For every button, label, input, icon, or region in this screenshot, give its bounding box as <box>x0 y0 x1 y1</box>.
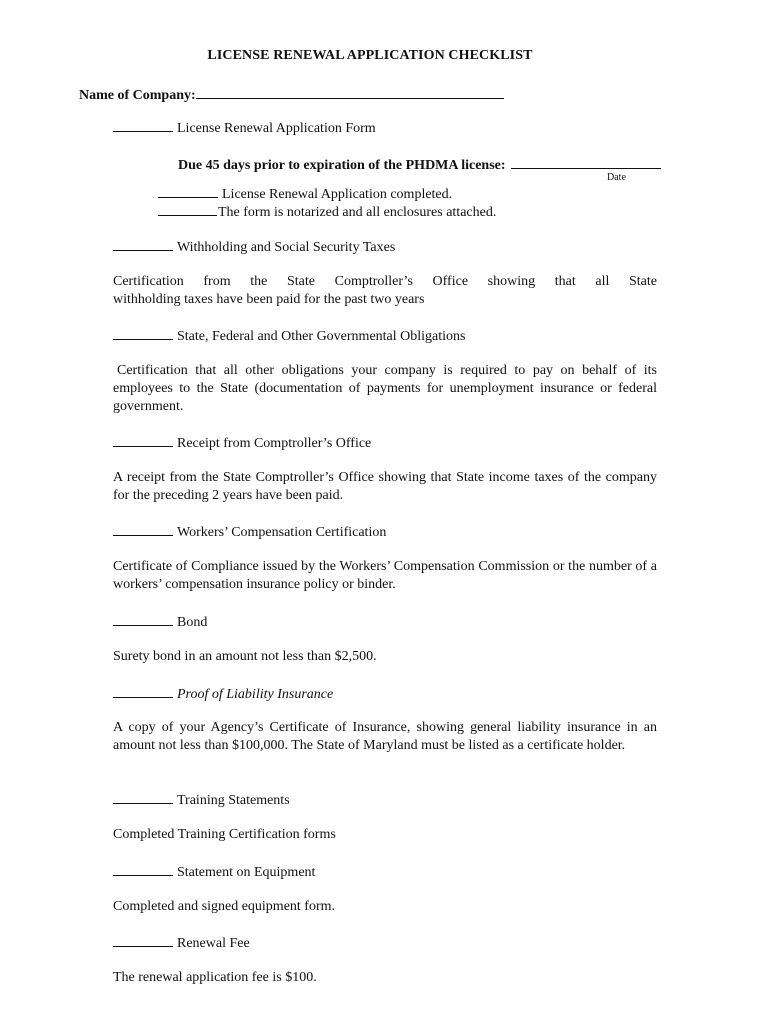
check-blank[interactable] <box>113 790 173 804</box>
check-blank[interactable] <box>158 202 217 216</box>
withholding-description-line1: Certification from the State Comptroller’s Office showing that all State <box>113 274 657 289</box>
bond-description: Surety bond in an amount not less than $2,500. <box>113 649 377 664</box>
check-blank[interactable] <box>113 862 173 876</box>
checklist-item-fee: Renewal Fee <box>113 933 250 953</box>
page-title: LICENSE RENEWAL APPLICATION CHECKLIST <box>207 48 533 63</box>
check-blank[interactable] <box>113 612 173 626</box>
company-name-blank[interactable] <box>196 84 504 99</box>
checklist-item-equipment: Statement on Equipment <box>113 862 315 882</box>
checklist-item-withholding: Withholding and Social Security Taxes <box>113 237 395 257</box>
checklist-item-workers-comp: Workers’ Compensation Certification <box>113 522 386 542</box>
company-label: Name of Company: <box>79 88 196 103</box>
receipt-description: A receipt from the State Comptroller’s Office showing that State income taxes of the company for the preceding 2 years have been paid. <box>113 470 657 503</box>
date-caption: Date <box>607 172 626 183</box>
equipment-description: Completed and signed equipment form. <box>113 899 336 914</box>
checklist-subitem-notarized: The form is notarized and all enclosures attached. <box>158 202 496 222</box>
check-blank[interactable] <box>113 326 173 340</box>
check-blank[interactable] <box>158 184 218 198</box>
checklist-item-liability: Proof of Liability Insurance <box>113 684 333 704</box>
expiration-date-blank[interactable] <box>511 155 661 169</box>
check-blank[interactable] <box>113 684 173 698</box>
checklist-item-bond: Bond <box>113 612 207 632</box>
withholding-description-line2: withholding taxes have been paid for the past two years <box>113 292 425 307</box>
obligations-description: Certification that all other obligations your company is required to pay on behalf of its employees to the State (documentation of payments for unemployment insurance or federal government. <box>113 363 657 414</box>
training-description: Completed Training Certification forms <box>113 827 336 842</box>
due-date-line: Due 45 days prior to expiration of the PHDMA license: <box>178 155 661 175</box>
liability-description: A copy of your Agency’s Certificate of Insurance, showing general liability insurance in an amount not less than $100,000. The State of Maryland must be listed as a certificate holder. <box>113 720 657 753</box>
check-blank[interactable] <box>113 933 173 947</box>
company-name-field[interactable] <box>79 84 504 105</box>
checklist-subitem-completed: License Renewal Application completed. <box>158 184 452 204</box>
checklist-item-receipt: Receipt from Comptroller’s Office <box>113 433 371 453</box>
check-blank[interactable] <box>113 522 173 536</box>
checklist-item-obligations: State, Federal and Other Governmental Obligations <box>113 326 465 346</box>
workers-comp-description: Certificate of Compliance issued by the Workers’ Compensation Commission or the number of a workers’ compensation insurance policy or binder. <box>113 559 657 592</box>
check-blank[interactable] <box>113 433 173 447</box>
check-blank[interactable] <box>113 118 173 132</box>
check-blank[interactable] <box>113 237 173 251</box>
checklist-item-training: Training Statements <box>113 790 290 810</box>
checklist-item-application-form: License Renewal Application Form <box>113 118 376 138</box>
fee-description: The renewal application fee is $100. <box>113 970 317 985</box>
